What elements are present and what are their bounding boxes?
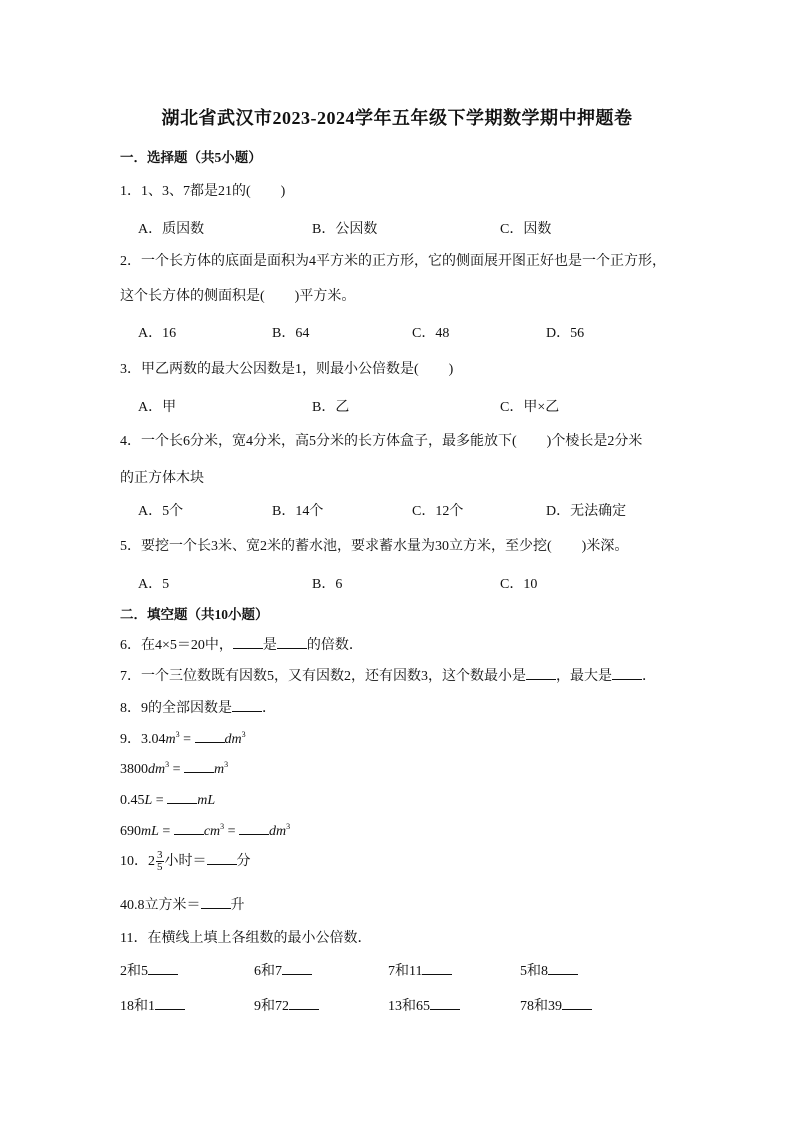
question-2-text: 这个长方体的侧面积是( xyxy=(120,289,265,304)
question-6 xyxy=(120,634,363,654)
equals: = xyxy=(224,824,240,839)
question-1-text: 1．1、3、7都是21的( xyxy=(120,184,251,199)
lcm-pair: 9和72 xyxy=(254,999,289,1014)
q1-option-b[interactable]: B．公因数 xyxy=(312,222,378,237)
answer-blank[interactable] xyxy=(155,997,185,1010)
q5-option-b[interactable]: B．6 xyxy=(312,577,343,592)
answer-blank[interactable] xyxy=(548,962,578,975)
lcm-item xyxy=(120,995,185,1015)
answer-blank[interactable] xyxy=(184,760,214,773)
question-10-text: 40.8立方米＝ xyxy=(120,898,201,913)
answer-blank[interactable] xyxy=(277,636,307,649)
q1-option-a[interactable]: A．质因数 xyxy=(138,222,205,237)
lcm-pair: 13和65 xyxy=(388,999,430,1014)
lcm-item xyxy=(254,960,312,980)
answer-blank[interactable] xyxy=(289,997,319,1010)
question-11: 11．在横线上填上各组数的最小公倍数． xyxy=(120,931,372,946)
lcm-item xyxy=(520,960,578,980)
question-7-text-end: ． xyxy=(642,669,656,684)
lcm-item xyxy=(388,960,452,980)
q3-option-b[interactable]: B．乙 xyxy=(312,400,350,415)
q4-option-b[interactable]: B．14个 xyxy=(272,504,324,519)
lcm-pair: 5和8 xyxy=(520,964,548,979)
question-7-text-mid: ，最大是 xyxy=(556,669,612,684)
question-10-label: 10． xyxy=(120,854,148,869)
answer-blank[interactable] xyxy=(167,791,197,804)
value: 3.04 xyxy=(141,732,166,747)
unit: cm xyxy=(203,824,221,839)
answer-blank[interactable] xyxy=(282,962,312,975)
lcm-item xyxy=(254,995,319,1015)
unit: mL xyxy=(197,793,216,808)
unit: m xyxy=(165,732,176,747)
answer-blank[interactable] xyxy=(201,896,231,909)
q3-option-c[interactable]: C．甲×乙 xyxy=(500,400,560,415)
question-8 xyxy=(120,697,276,717)
question-4-line-2: 的正方体木块 xyxy=(120,471,204,486)
fraction-denominator: 5 xyxy=(157,861,163,874)
question-10-row-2 xyxy=(120,894,245,914)
answer-blank[interactable] xyxy=(526,667,556,680)
fraction xyxy=(156,850,164,873)
exponent: 3 xyxy=(165,760,170,769)
question-3-text: 3．甲乙两数的最大公因数是1，则最小公倍数是( xyxy=(120,362,419,377)
q4-option-a[interactable]: A．5个 xyxy=(138,504,184,519)
section-choice-heading: 一．选择题（共5小题） xyxy=(120,150,262,165)
value: 0.45 xyxy=(120,793,145,808)
question-7-text: 7．一个三位数既有因数5，又有因数2，还有因数3，这个数最小是 xyxy=(120,669,526,684)
exponent: 3 xyxy=(220,822,225,831)
answer-blank[interactable] xyxy=(207,852,237,865)
lcm-pair: 2和5 xyxy=(120,964,148,979)
question-9-row-2 xyxy=(120,760,228,778)
answer-blank[interactable] xyxy=(232,699,262,712)
unit: dm xyxy=(269,824,287,839)
question-9-row-1 xyxy=(120,728,246,748)
question-9-row-3 xyxy=(120,791,215,809)
unit: dm xyxy=(224,732,242,747)
unit: dm xyxy=(148,762,166,777)
lcm-pair: 18和1 xyxy=(120,999,155,1014)
lcm-item xyxy=(120,960,178,980)
q2-option-b[interactable]: B．64 xyxy=(272,326,310,341)
question-10-unit: 升 xyxy=(230,898,245,913)
equals: = xyxy=(179,732,195,747)
q4-option-d[interactable]: D．无法确定 xyxy=(546,504,627,519)
question-6-text-end: 的倍数． xyxy=(306,638,363,653)
value: 690 xyxy=(120,824,141,839)
question-4-text: 4．一个长6分米，宽4分米，高5分米的长方体盒子，最多能放下( xyxy=(120,434,517,449)
answer-blank[interactable] xyxy=(233,636,263,649)
answer-blank[interactable] xyxy=(562,997,592,1010)
answer-blank[interactable] xyxy=(612,667,642,680)
answer-blank[interactable] xyxy=(430,997,460,1010)
exponent: 3 xyxy=(241,730,246,739)
q5-option-c[interactable]: C．10 xyxy=(500,577,538,592)
question-6-text-mid: 是 xyxy=(262,638,277,653)
unit: mL xyxy=(141,824,159,839)
mixed-number-whole: 2 xyxy=(148,854,155,869)
equals: = xyxy=(152,793,168,808)
lcm-item xyxy=(388,995,460,1015)
question-2-line-1: 2．一个长方体的底面是面积为4平方米的正方形，它的侧面展开图正好也是一个正方形， xyxy=(120,254,666,269)
unit: m xyxy=(214,762,225,777)
question-9-row-4 xyxy=(120,822,290,840)
question-5-tail: )米深。 xyxy=(581,539,629,554)
answer-blank[interactable] xyxy=(195,730,225,743)
exponent: 3 xyxy=(286,822,291,831)
lcm-pair: 6和7 xyxy=(254,964,282,979)
lcm-pair: 7和11 xyxy=(388,964,423,979)
question-1-tail: ) xyxy=(280,184,286,199)
lcm-item xyxy=(520,995,592,1015)
value: 3800 xyxy=(120,762,148,777)
q3-option-a[interactable]: A．甲 xyxy=(138,400,177,415)
question-9-label: 9． xyxy=(120,732,141,747)
q1-option-c[interactable]: C．因数 xyxy=(500,222,552,237)
question-10-unit: 分 xyxy=(236,854,251,869)
q2-option-c[interactable]: C．48 xyxy=(412,326,450,341)
equals: = xyxy=(158,824,174,839)
question-2-line-2 xyxy=(120,285,355,305)
question-3 xyxy=(120,358,453,378)
question-6-text: 6．在4×5＝20中， xyxy=(120,638,233,653)
page-title: 湖北省武汉市2023-2024学年五年级下学期数学期中押题卷 xyxy=(161,108,633,128)
q4-option-c[interactable]: C．12个 xyxy=(412,504,464,519)
q2-option-d[interactable]: D．56 xyxy=(546,326,585,341)
equals: = xyxy=(169,762,185,777)
question-7 xyxy=(120,665,656,685)
q5-option-a[interactable]: A．5 xyxy=(138,577,170,592)
question-1 xyxy=(120,180,285,200)
lcm-pair: 78和39 xyxy=(520,999,562,1014)
answer-blank[interactable] xyxy=(174,822,204,835)
unit: L xyxy=(144,793,153,808)
question-4-line-1 xyxy=(120,430,642,450)
q2-option-a[interactable]: A．16 xyxy=(138,326,177,341)
question-2-tail: )平方米。 xyxy=(294,289,356,304)
answer-blank[interactable] xyxy=(422,962,452,975)
question-8-text: 8．9的全部因数是 xyxy=(120,701,232,716)
exponent: 3 xyxy=(175,730,180,739)
exponent: 3 xyxy=(224,760,229,769)
question-4-tail: )个棱长是2分米 xyxy=(546,434,643,449)
section-fill-heading: 二．填空题（共10小题） xyxy=(120,607,269,622)
answer-blank[interactable] xyxy=(148,962,178,975)
question-10-row-1 xyxy=(120,850,251,873)
answer-blank[interactable] xyxy=(239,822,269,835)
question-5 xyxy=(120,535,628,555)
question-8-text-end: ． xyxy=(262,701,276,716)
fraction-numerator: 3 xyxy=(157,849,163,862)
question-10-text: 小时＝ xyxy=(164,854,207,869)
question-5-text: 5．要挖一个长3米、宽2米的蓄水池，要求蓄水量为30立方米，至少挖( xyxy=(120,539,552,554)
question-3-tail: ) xyxy=(448,362,454,377)
